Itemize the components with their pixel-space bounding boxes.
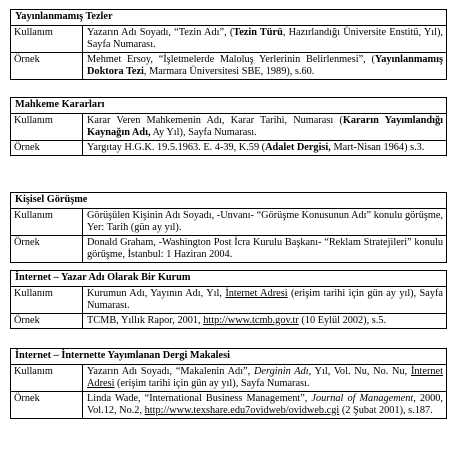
section-title: İnternet – Yazar Adı Olarak Bir Kurum — [15, 272, 191, 283]
example-row — [11, 313, 446, 328]
row-label: Kullanım — [11, 114, 83, 140]
row-value: Karar Veren Mahkemenin Adı, Karar Tarihi, Numarası (Kararın Yayımlandığı Kaynağın Adı, Ay Yıl), Sayfa Numarası. — [87, 115, 443, 138]
section-title: Kişisel Görüşme — [15, 194, 88, 205]
row-label: Kullanım — [11, 26, 83, 52]
section-title: Yayınlanmamış Tezler — [15, 11, 113, 22]
row-value: Yazarın Adı Soyadı, “Tezin Adı”, (Tezin Türü, Hazırlandığı Üniversite Enstitü, Yıl), Sayfa Numarası. — [87, 27, 443, 50]
section-title: Mahkeme Kararları — [15, 99, 105, 110]
row-value: Yazarın Adı Soyadı, “Makalenin Adı”, Derginin Adı, Yıl, Vol. Nu, No. Nu, İnternet Adresi (erişim tarihi için gün ay yıl), Sayfa Numarası. — [87, 366, 443, 389]
example-row — [11, 391, 446, 418]
section-internet-institution — [10, 270, 447, 329]
row-label: Örnek — [11, 141, 83, 155]
example-row — [11, 235, 446, 262]
example-row — [11, 140, 446, 155]
usage-row — [11, 113, 446, 140]
example-link[interactable]: http://www.texshare.edu7ovidweb/ovidweb.cgi — [144, 405, 340, 416]
section-internet-journal-article — [10, 348, 447, 419]
usage-row — [11, 364, 446, 391]
row-label: Örnek — [11, 392, 83, 418]
row-label: Örnek — [11, 236, 83, 262]
url-placeholder: İnternet Adresi — [225, 288, 288, 299]
example-row — [11, 52, 446, 79]
section-title: İnternet – İnternette Yayımlanan Dergi Makalesi — [15, 350, 230, 361]
row-value: Görüşülen Kişinin Adı Soyadı, -Unvanı- “Görüşme Konusunun Adı” konulu görüşme, Yer: Tarih (gün ay yıl). — [87, 210, 443, 233]
section-unpublished-theses — [10, 9, 447, 80]
row-value: Kurumun Adı, Yayının Adı, Yıl, İnternet Adresi (erişim tarihi için gün ay yıl), Sayfa Numarası. — [87, 288, 444, 311]
row-value: Linda Wade, “International Business Management”, Journal of Management, 2000, Vol.12, No.2, http://www.texshare.edu7ovidweb/ovidweb.cgi (2 Şubat 2001), s.187. — [87, 393, 443, 416]
row-value: Donald Graham, -Washington Post İcra Kurulu Başkanı- “Reklam Stratejileri” konulu görüşme, İstanbul: 1 Haziran 2004. — [87, 237, 443, 260]
row-label: Örnek — [11, 314, 83, 328]
row-label: Kullanım — [11, 209, 83, 235]
example-link[interactable]: http://www.tcmb.gov.tr — [203, 315, 299, 326]
row-label: Kullanım — [11, 365, 83, 391]
row-value: Yargıtay H.G.K. 19.5.1963. E. 4-39, K.59 (Adalet Dergisi, Mart-Nisan 1964) s.3. — [87, 142, 425, 153]
section-court-decisions — [10, 97, 447, 156]
row-value: TCMB, Yıllık Rapor, 2001, http://www.tcmb.gov.tr (10 Eylül 2002), s.5. — [87, 315, 387, 326]
section-personal-interview — [10, 192, 447, 263]
usage-row — [11, 25, 446, 52]
row-value: Mehmet Ersoy, “İşletmelerde Maloluş Yerlerinin Belirlenmesi”, (Yayınlanmamış Doktora Tezi, Marmara Üniversitesi SBE, 1989), s.60. — [87, 54, 443, 77]
row-label: Kullanım — [11, 287, 83, 313]
row-label: Örnek — [11, 53, 83, 79]
url-placeholder: İnternet Adresi — [87, 366, 443, 389]
usage-row — [11, 208, 446, 235]
usage-row — [11, 286, 446, 313]
